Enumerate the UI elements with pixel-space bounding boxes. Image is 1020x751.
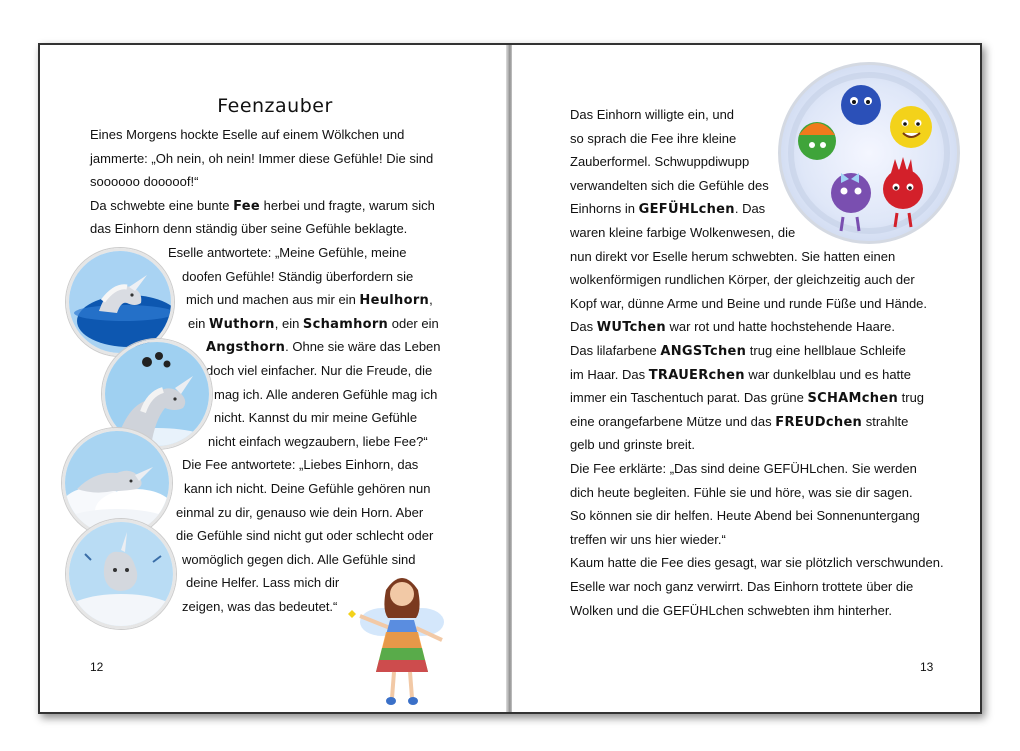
text-line (570, 343, 906, 360)
text-segment: Die Fee erklärte: „Das sind deine GEFÜHLchen. Sie werden (570, 461, 917, 476)
text-segment: einmal zu dir, genauso wie dein Horn. Aber (176, 504, 424, 520)
feelings-blobs-illustration (778, 62, 960, 244)
text-segment: . Ohne sie wäre das Leben (285, 339, 441, 355)
text-segment: dich heute begleiten. Fühle sie und höre, was sie dir sagen. (570, 484, 913, 500)
text-segment: Kaum hatte die Fee dies gesagt, war sie plötzlich verschwunden. (570, 555, 944, 571)
text-line (570, 131, 736, 147)
text-line (90, 221, 407, 237)
text-line (570, 437, 695, 453)
text-line (570, 249, 895, 265)
highlighted-feeling-word: Schamhorn (302, 316, 389, 332)
text-segment: nicht einfach wegzaubern, liebe Fee?“ (208, 433, 428, 449)
text-line (570, 508, 920, 524)
text-line (214, 410, 417, 426)
text-line (182, 599, 337, 615)
text-segment: kann ich nicht. Deine Gefühle gehören nun (184, 481, 431, 496)
text-segment: nun direkt vor Eselle herum schwebten. Sie hatten einen (570, 248, 896, 264)
text-segment: ein (188, 315, 209, 331)
text-line (570, 579, 913, 595)
text-segment: So können sie dir helfen. Heute Abend bei Sonnenuntergang (570, 508, 920, 524)
text-segment: doofen Gefühle! Ständig überfordern sie (182, 268, 414, 284)
text-segment: Einhorns in (570, 201, 639, 217)
text-segment: mich und machen aus mir ein (186, 292, 360, 308)
text-line (182, 269, 413, 285)
text-line (206, 363, 432, 379)
text-segment: , ein (274, 315, 303, 331)
text-line (570, 603, 892, 619)
text-segment: Das Einhorn willigte ein, und (570, 107, 735, 122)
text-line (186, 292, 433, 309)
text-segment: eine orangefarbene Mütze und das (570, 413, 776, 429)
text-line (570, 555, 944, 571)
text-line (570, 461, 917, 477)
text-segment: im Haar. Das (570, 366, 649, 382)
chapter-title: Feenzauber (217, 95, 333, 117)
text-line (570, 225, 795, 241)
text-segment: Das lilafarbene (570, 343, 661, 358)
highlighted-feeling-word: Wuthorn (208, 316, 275, 332)
highlighted-feeling-word: WUTchen (596, 320, 666, 336)
text-line (570, 319, 895, 336)
page-number-left: 12 (90, 660, 104, 674)
text-line (570, 296, 927, 312)
text-line (208, 434, 428, 450)
text-line (188, 316, 439, 333)
text-line (570, 414, 908, 431)
text-segment: die Gefühle sind nicht gut oder schlecht oder (176, 528, 434, 544)
text-segment: Die Fee antwortete: „Liebes Einhorn, das (182, 457, 419, 473)
text-segment: so sprach die Fee ihre kleine (570, 130, 737, 146)
text-segment: herbei und fragte, warum sich (260, 197, 435, 213)
text-line (90, 198, 435, 215)
text-segment: Eines Morgens hockte Eselle auf einem Wölkchen und (90, 127, 405, 142)
text-segment: nicht. Kannst du mir meine Gefühle (214, 410, 418, 426)
text-segment: trug (898, 390, 925, 406)
text-line (206, 339, 441, 356)
text-line (176, 505, 423, 521)
text-segment: Zauberformel. Schwuppdiwupp (570, 154, 750, 170)
text-line (214, 387, 437, 403)
text-segment: wolkenförmigen rundlichen Körper, der gleichzeitig auch der (570, 272, 915, 288)
text-line (176, 528, 433, 544)
text-segment: Kopf war, dünne Arme und Beine und runde Füße und Hände. (570, 295, 928, 311)
text-segment: deine Helfer. Lass mich dir (186, 575, 340, 591)
highlighted-feeling-word: SCHAMchen (807, 391, 899, 407)
text-line (570, 178, 769, 194)
highlighted-feeling-word: ANGSTchen (660, 344, 747, 359)
text-line (570, 390, 924, 407)
text-line (570, 272, 915, 288)
text-segment: doch viel einfacher. Nur die Freude, die (206, 363, 433, 378)
text-segment: Das (570, 319, 597, 335)
text-line (90, 151, 433, 167)
highlighted-feeling-word: Angsthorn (206, 340, 286, 356)
text-line (90, 127, 404, 143)
highlighted-feeling-word: GEFÜHLchen (638, 202, 735, 218)
text-segment: mag ich. Alle anderen Gefühle mag ich (214, 386, 438, 402)
text-line (182, 457, 418, 473)
left-page (40, 45, 510, 712)
text-line (570, 532, 726, 548)
right-page (512, 45, 980, 712)
text-segment: war rot und hatte hochstehende Haare. (665, 319, 895, 335)
page-number-right: 13 (920, 660, 934, 674)
text-line (186, 575, 339, 591)
text-segment: treffen wir uns hier wieder.“ (570, 531, 726, 547)
text-segment: Da schwebte eine bunte (90, 197, 234, 213)
text-segment: waren kleine farbige Wolkenwesen, die (570, 225, 796, 240)
text-segment: das Einhorn denn ständig über seine Gefühle beklagte. (90, 221, 408, 237)
text-segment: Wolken und die GEFÜHLchen schwebten ihm hinterher. (570, 602, 893, 618)
text-segment: jammerte: „Oh nein, oh nein! Immer diese Gefühle! Die sind (90, 150, 434, 166)
text-segment: womöglich gegen dich. Alle Gefühle sind (182, 551, 416, 567)
text-segment: , (429, 292, 433, 308)
unicorn-scared-illustration (66, 519, 176, 629)
text-line (570, 107, 734, 123)
text-line (90, 174, 198, 190)
text-line (184, 481, 430, 497)
text-line (570, 154, 749, 170)
text-line (182, 552, 415, 568)
text-segment: trug eine hellblaue Schleife (746, 343, 906, 358)
text-line (570, 201, 765, 218)
highlighted-feeling-word: TRAUERchen (648, 367, 745, 383)
highlighted-feeling-word: Fee (233, 198, 260, 214)
text-segment: oder ein (388, 315, 439, 331)
fairy-illustration (346, 570, 458, 710)
text-segment: verwandelten sich die Gefühle des (570, 177, 769, 193)
text-segment: immer ein Taschentuch parat. Das grüne (570, 390, 808, 406)
text-segment: . Das (734, 201, 766, 217)
text-segment: gelb und grinste breit. (570, 437, 696, 453)
text-segment: strahlte (862, 413, 909, 429)
text-line (168, 245, 406, 261)
text-line (570, 485, 913, 501)
highlighted-feeling-word: FREUDchen (775, 414, 863, 430)
text-segment: zeigen, was das bedeutet.“ (182, 599, 338, 614)
text-segment: Eselle antwortete: „Meine Gefühle, meine (168, 245, 407, 260)
highlighted-feeling-word: Heulhorn (359, 293, 430, 309)
text-segment: Eselle war noch ganz verwirrt. Das Einhorn trottete über die (570, 579, 914, 594)
text-segment: war dunkelblau und es hatte (744, 366, 912, 382)
text-segment: soooooo dooooof!“ (90, 174, 199, 190)
open-book (38, 43, 982, 714)
text-line (570, 367, 911, 384)
